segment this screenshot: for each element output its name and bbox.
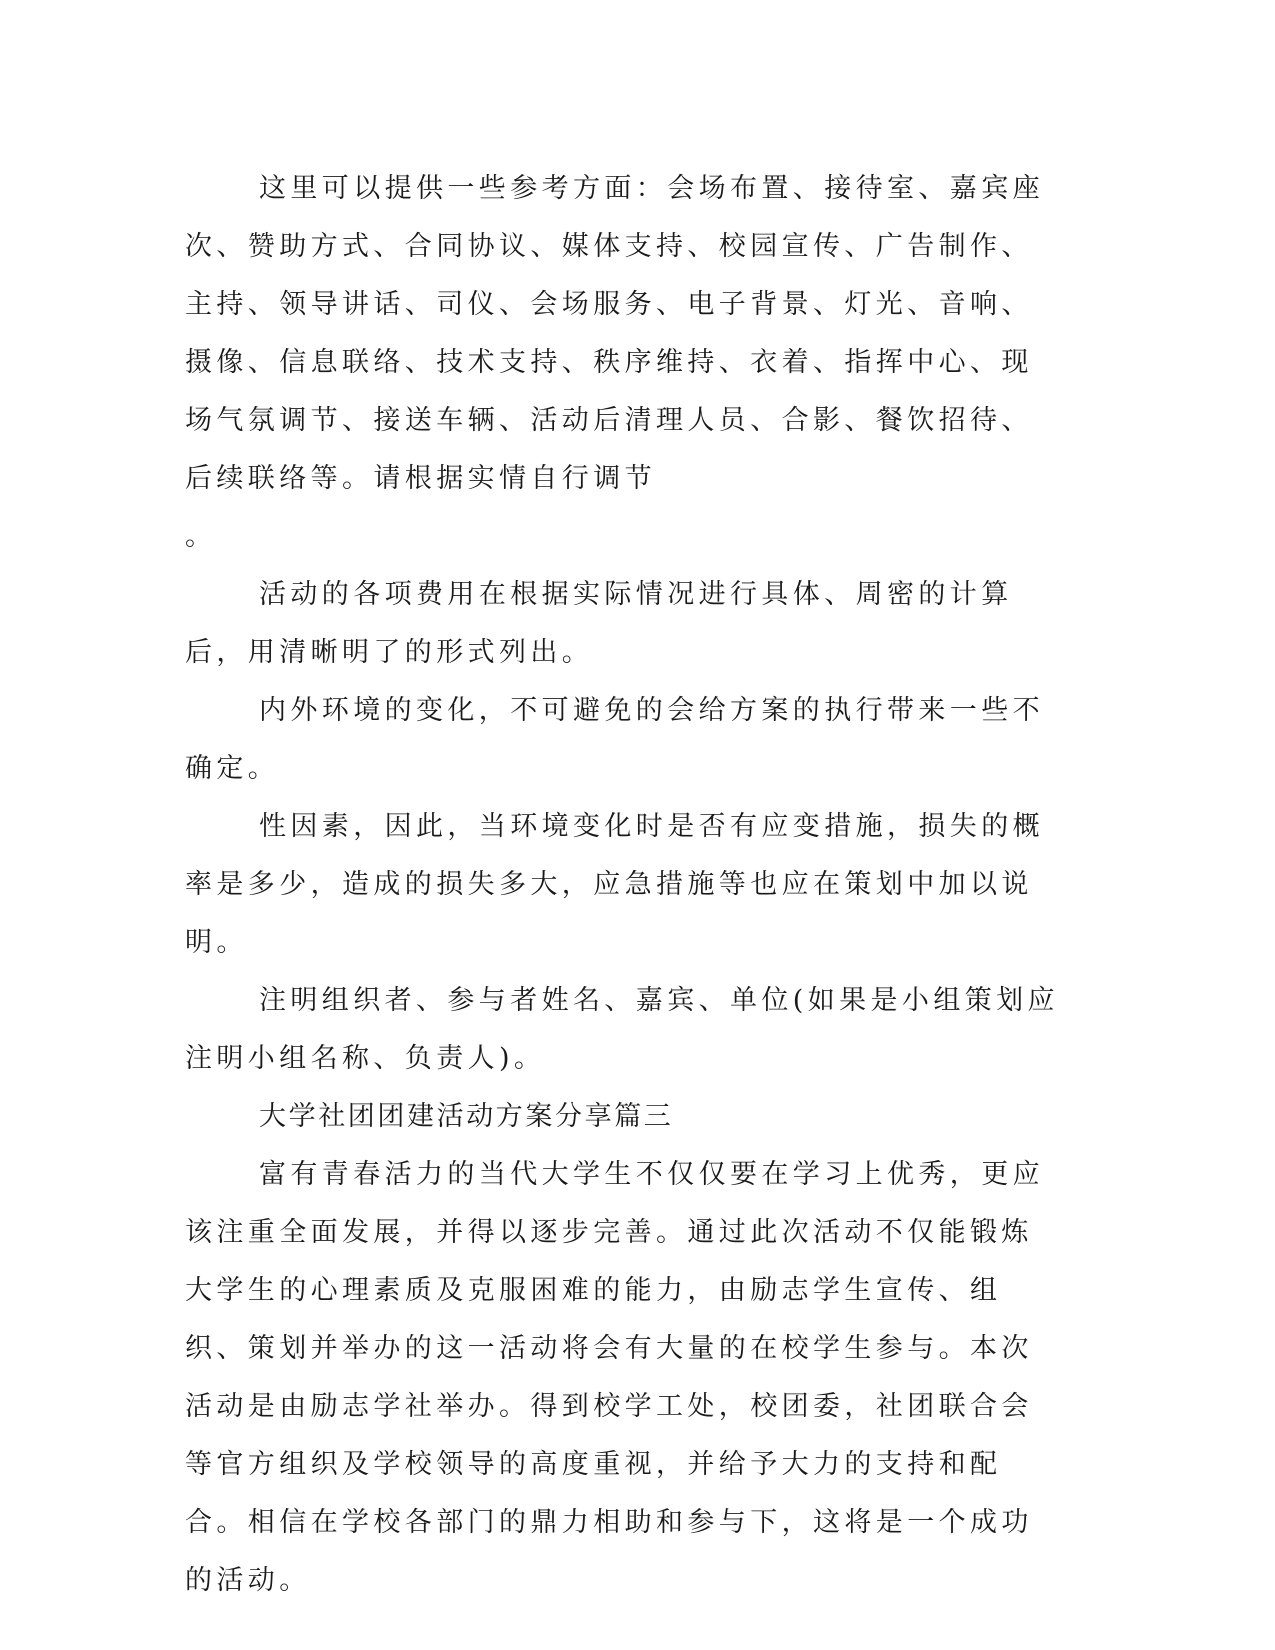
paragraph-activity-intro: 富有青春活力的当代大学生不仅仅要在学习上优秀，更应该注重全面发展，并得以逐步完善。通过此次活动不仅能锻炼大学生的心理素质及克服困难的能力，由励志学生宣传、组织、策划并举办的这一活动将会有大量的在校学生参与。本次活动是由励志学社举办。得到校学工处，校团委，社团联合会等官方组织及学校领导的高度重视，并给予大力的支持和配合。相信在学校各部门的鼎力相助和参与下，这将是一个成功的活动。 (185, 1159, 1044, 1596)
section-title: 大学社团团建活动方案分享篇三 (259, 1101, 674, 1132)
paragraph-trailing-period: 。 (185, 521, 217, 552)
paragraph-organizers: 注明组织者、参与者姓名、嘉宾、单位(如果是小组策划应注明小组名称、负责人)。 (185, 985, 1059, 1074)
document-body (185, 160, 1060, 1610)
paragraph-environment-change: 内外环境的变化，不可避免的会给方案的执行带来一些不确定。 (185, 695, 1044, 784)
paragraph-contingency: 性因素，因此，当环境变化时是否有应变措施，损失的概率是多少，造成的损失多大，应急措施等也应在策划中加以说明。 (185, 811, 1044, 958)
paragraph-expenses: 活动的各项费用在根据实际情况进行具体、周密的计算后，用清晰明了的形式列出。 (185, 579, 1013, 668)
paragraph-reference-aspects: 这里可以提供一些参考方面：会场布置、接待室、嘉宾座次、赞助方式、合同协议、媒体支持、校园宣传、广告制作、主持、领导讲话、司仪、会场服务、电子背景、灯光、音响、摄像、信息联络、技术支持、秩序维持、衣着、指挥中心、现场气氛调节、接送车辆、活动后清理人员、合影、餐饮招待、后续联络等。请根据实情自行调节 (185, 173, 1044, 494)
